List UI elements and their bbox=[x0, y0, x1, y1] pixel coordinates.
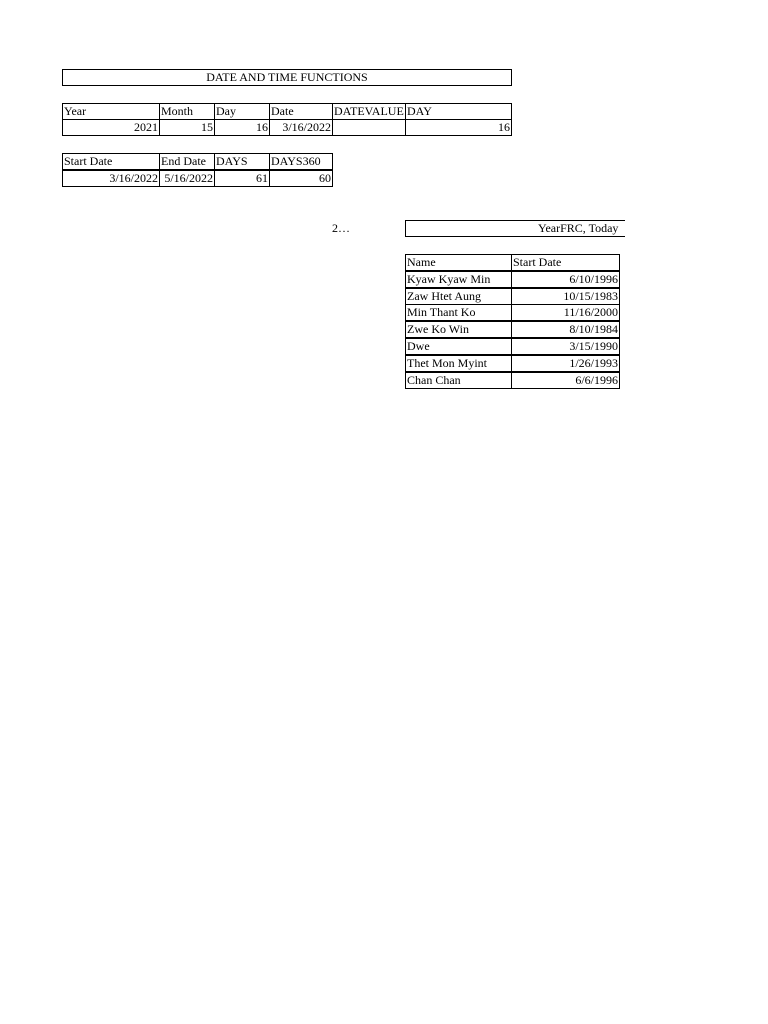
header-date[interactable]: Date bbox=[269, 103, 333, 120]
header-name[interactable]: Name bbox=[405, 254, 512, 271]
employee-start-date[interactable]: 11/16/2000 bbox=[511, 304, 620, 321]
header-datevalue[interactable]: DATEVALUE bbox=[332, 103, 406, 120]
employee-start-date[interactable]: 1/26/1993 bbox=[511, 355, 620, 372]
value-days[interactable]: 61 bbox=[214, 170, 270, 187]
header-day-func[interactable]: DAY bbox=[405, 103, 512, 120]
yearfrac-title-text: YearFRC, Today bbox=[538, 221, 619, 235]
yearfrac-title[interactable] bbox=[405, 220, 625, 237]
header-days360[interactable]: DAYS360 bbox=[269, 153, 333, 170]
employee-start-date[interactable]: 6/10/1996 bbox=[511, 271, 620, 288]
sheet-title[interactable]: DATE AND TIME FUNCTIONS bbox=[62, 69, 512, 86]
employee-start-date[interactable]: 3/15/1990 bbox=[511, 338, 620, 355]
employee-start-date[interactable]: 8/10/1984 bbox=[511, 321, 620, 338]
value-day-func[interactable]: 16 bbox=[405, 119, 512, 136]
employee-name[interactable]: Zwe Ko Win bbox=[405, 321, 512, 338]
header-year[interactable]: Year bbox=[62, 103, 160, 120]
employee-name[interactable]: Dwe bbox=[405, 338, 512, 355]
header-start-date-2[interactable]: Start Date bbox=[511, 254, 620, 271]
value-month[interactable]: 15 bbox=[159, 119, 215, 136]
employee-name[interactable]: Zaw Htet Aung bbox=[405, 288, 512, 305]
employee-name[interactable]: Thet Mon Myint bbox=[405, 355, 512, 372]
header-days[interactable]: DAYS bbox=[214, 153, 270, 170]
value-date[interactable]: 3/16/2022 bbox=[269, 119, 333, 136]
value-start-date[interactable]: 3/16/2022 bbox=[62, 170, 160, 187]
header-end-date[interactable]: End Date bbox=[159, 153, 215, 170]
header-month[interactable]: Month bbox=[159, 103, 215, 120]
value-year[interactable]: 2021 bbox=[62, 119, 160, 136]
employee-start-date[interactable]: 10/15/1983 bbox=[511, 288, 620, 305]
header-start-date[interactable]: Start Date bbox=[62, 153, 160, 170]
employee-name[interactable]: Chan Chan bbox=[405, 372, 512, 389]
value-days360[interactable]: 60 bbox=[269, 170, 333, 187]
employee-start-date[interactable]: 6/6/1996 bbox=[511, 372, 620, 389]
header-day[interactable]: Day bbox=[214, 103, 270, 120]
employee-name[interactable]: Kyaw Kyaw Min bbox=[405, 271, 512, 288]
employee-name[interactable]: Min Thant Ko bbox=[405, 304, 512, 321]
overflow-marker[interactable]: 2… bbox=[332, 221, 350, 235]
value-day[interactable]: 16 bbox=[214, 119, 270, 136]
value-datevalue[interactable] bbox=[332, 119, 406, 136]
value-end-date[interactable]: 5/16/2022 bbox=[159, 170, 215, 187]
